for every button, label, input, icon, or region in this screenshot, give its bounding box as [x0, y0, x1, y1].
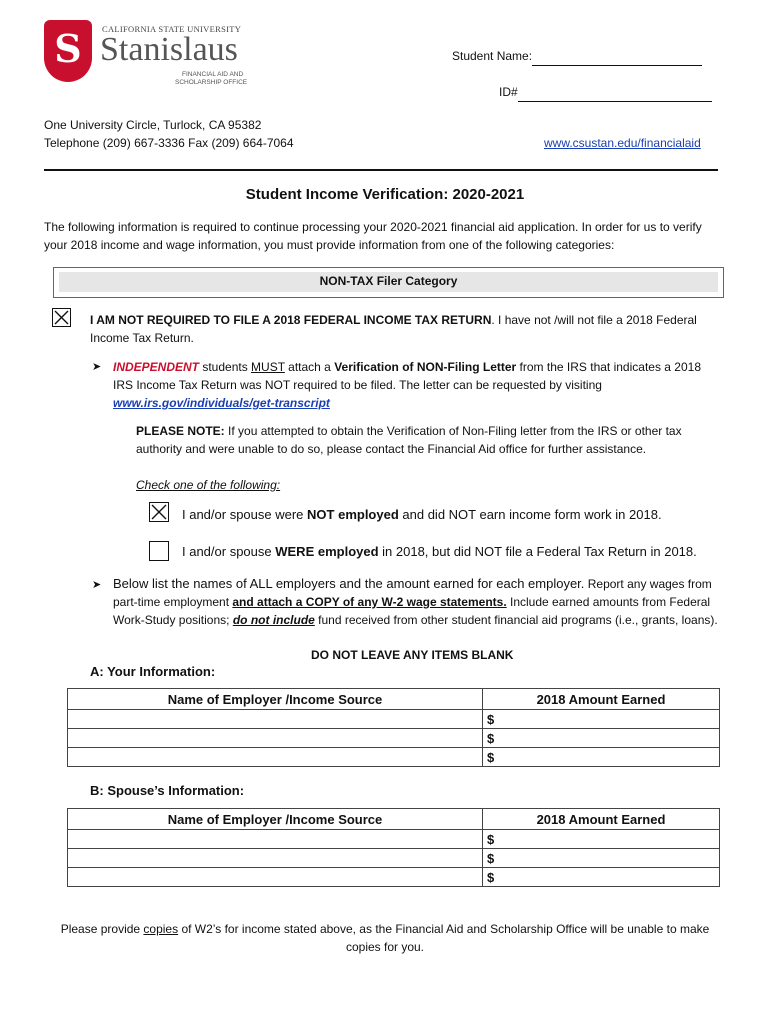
not-employed-option: [182, 505, 662, 524]
please-note-text: If you attempted to obtain the Verification of Non-Filing letter from the IRS or other tax authority and were unable to do so, please contact the Financial Aid office for further assistance.: [136, 424, 682, 456]
table-row: [68, 748, 720, 767]
amount-cell[interactable]: [483, 849, 720, 868]
table-row: [68, 868, 720, 887]
employer-cell[interactable]: [68, 849, 483, 868]
student-name-label: Student Name:: [452, 49, 533, 63]
amount-cell[interactable]: [483, 710, 720, 729]
employers-paragraph: [113, 575, 725, 629]
id-row: [499, 83, 712, 102]
check-one-label: Check one of the following:: [136, 478, 281, 492]
logo-sub-2: SCHOLARSHIP OFFICE: [175, 79, 248, 86]
footer-pre: Please provide: [60, 922, 144, 936]
employers-text1: Report any wages from part-time employment: [113, 577, 712, 609]
category-header-label: NON-TAX Filer Category: [319, 274, 458, 288]
do-not-leave-blank: DO NOT LEAVE ANY ITEMS BLANK: [311, 648, 514, 662]
amount-cell[interactable]: [483, 830, 720, 849]
dollar-sign: $: [487, 850, 495, 866]
employer-cell[interactable]: [68, 729, 483, 748]
logo-top-line: CALIFORNIA STATE UNIVERSITY: [102, 24, 242, 34]
irs-transcript-link[interactable]: www.irs.gov/individuals/get-transcript: [113, 396, 330, 410]
col-employer-header: Name of Employer /Income Source: [68, 809, 483, 830]
dollar-sign: $: [487, 869, 495, 885]
option1-bold: NOT employed: [307, 507, 399, 522]
section-b-heading: B: Spouse’s Information:: [90, 783, 245, 798]
dollar-sign: $: [487, 711, 495, 727]
option1-pre: I and/or spouse were: [182, 507, 308, 522]
not-required-text: [90, 311, 720, 347]
your-income-table: [67, 688, 720, 767]
non-filing-letter: Verification of NON-Filing Letter: [334, 360, 517, 374]
dollar-sign: $: [487, 831, 495, 847]
table-row: [68, 710, 720, 729]
table-row: [68, 849, 720, 868]
intro-paragraph: The following information is required to continue processing your 2020-2021 financial aid application. In order for us to verify your 2018 income and wage information, you must provide information from one of the following categories:: [44, 220, 702, 252]
col-amount-header: 2018 Amount Earned: [483, 689, 720, 710]
bullet-arrow-icon: ➤: [92, 579, 102, 591]
please-note-paragraph: [136, 422, 726, 458]
category-header-box: [53, 267, 724, 298]
were-employed-checkbox[interactable]: [149, 541, 169, 561]
logo-sub-1: FINANCIAL AID AND: [182, 71, 244, 78]
employer-cell[interactable]: [68, 748, 483, 767]
employer-cell[interactable]: [68, 710, 483, 729]
option2-bold: WERE employed: [275, 544, 379, 559]
employers-text3: fund received from other student financial aid programs (i.e., grants, loans).: [314, 613, 718, 627]
please-note-label: PLEASE NOTE:: [136, 424, 225, 438]
dollar-sign: $: [487, 730, 495, 746]
header-divider: [44, 169, 718, 171]
col-amount-header: 2018 Amount Earned: [483, 809, 720, 830]
amount-cell[interactable]: [483, 729, 720, 748]
logo-letter: S: [54, 26, 82, 71]
employers-text2: Include earned amounts from Federal Work-Study positions;: [113, 595, 711, 627]
employers-big: Below list the names of ALL employers and the amount earned for each employer.: [113, 576, 585, 591]
independent-word: INDEPENDENT: [113, 360, 200, 374]
table-row: [68, 729, 720, 748]
section-a-heading: A: Your Information:: [90, 664, 216, 679]
attach-w2: and attach a COPY of any W-2 wage statements.: [232, 595, 507, 609]
independent-paragraph: [113, 358, 723, 412]
independent-attach: attach a: [284, 360, 335, 374]
dollar-sign: $: [487, 749, 495, 765]
bullet-arrow-icon: ➤: [92, 361, 102, 373]
independent-rest: from the IRS that indicates a 2018 IRS Income Tax Return was NOT required to be filed. The letter can be requested by visiting: [113, 360, 701, 392]
not-required-bold: I AM NOT REQUIRED TO FILE A 2018 FEDERAL INCOME TAX RETURN: [90, 313, 492, 327]
logo-name: Stanislaus: [100, 31, 238, 68]
student-name-row: [452, 47, 702, 66]
logo-shield: [44, 20, 92, 82]
footer-note: [55, 920, 715, 956]
not-employed-checkbox[interactable]: [149, 502, 169, 522]
not-required-checkbox[interactable]: [52, 308, 71, 327]
option2-pre: I and/or spouse: [182, 544, 276, 559]
must-word: MUST: [251, 360, 285, 374]
amount-cell[interactable]: [483, 868, 720, 887]
were-employed-option: [182, 542, 697, 561]
footer-copies: copies: [143, 922, 179, 936]
option2-post: in 2018, but did NOT file a Federal Tax Return in 2018.: [378, 544, 697, 559]
student-name-field[interactable]: [532, 47, 702, 66]
website-link[interactable]: www.csustan.edu/financialaid: [544, 136, 701, 150]
employer-cell[interactable]: [68, 830, 483, 849]
do-not-include: do not include: [232, 613, 315, 627]
id-field[interactable]: [518, 83, 712, 102]
table-row: [68, 830, 720, 849]
page-title: Student Income Verification: 2020-2021: [245, 186, 525, 203]
address: One University Circle, Turlock, CA 95382: [44, 118, 262, 132]
id-label: ID#: [499, 85, 518, 99]
amount-cell[interactable]: [483, 748, 720, 767]
independent-students: students: [199, 360, 252, 374]
university-logo: [44, 20, 254, 86]
spouse-income-table: [67, 808, 720, 887]
checked-x-icon: [53, 309, 70, 326]
not-required-rest: . I have not /will not file a 2018 Federal Income Tax Return.: [90, 313, 697, 345]
checked-x-icon: [150, 503, 168, 521]
footer-post: of W2’s for income stated above, as the Financial Aid and Scholarship Office will be unable to make copies for you.: [178, 922, 710, 954]
employer-cell[interactable]: [68, 868, 483, 887]
option1-post: and did NOT earn income form work in 2018.: [398, 507, 662, 522]
col-employer-header: Name of Employer /Income Source: [68, 689, 483, 710]
phone-fax: Telephone (209) 667-3336 Fax (209) 664-7064: [44, 136, 294, 150]
